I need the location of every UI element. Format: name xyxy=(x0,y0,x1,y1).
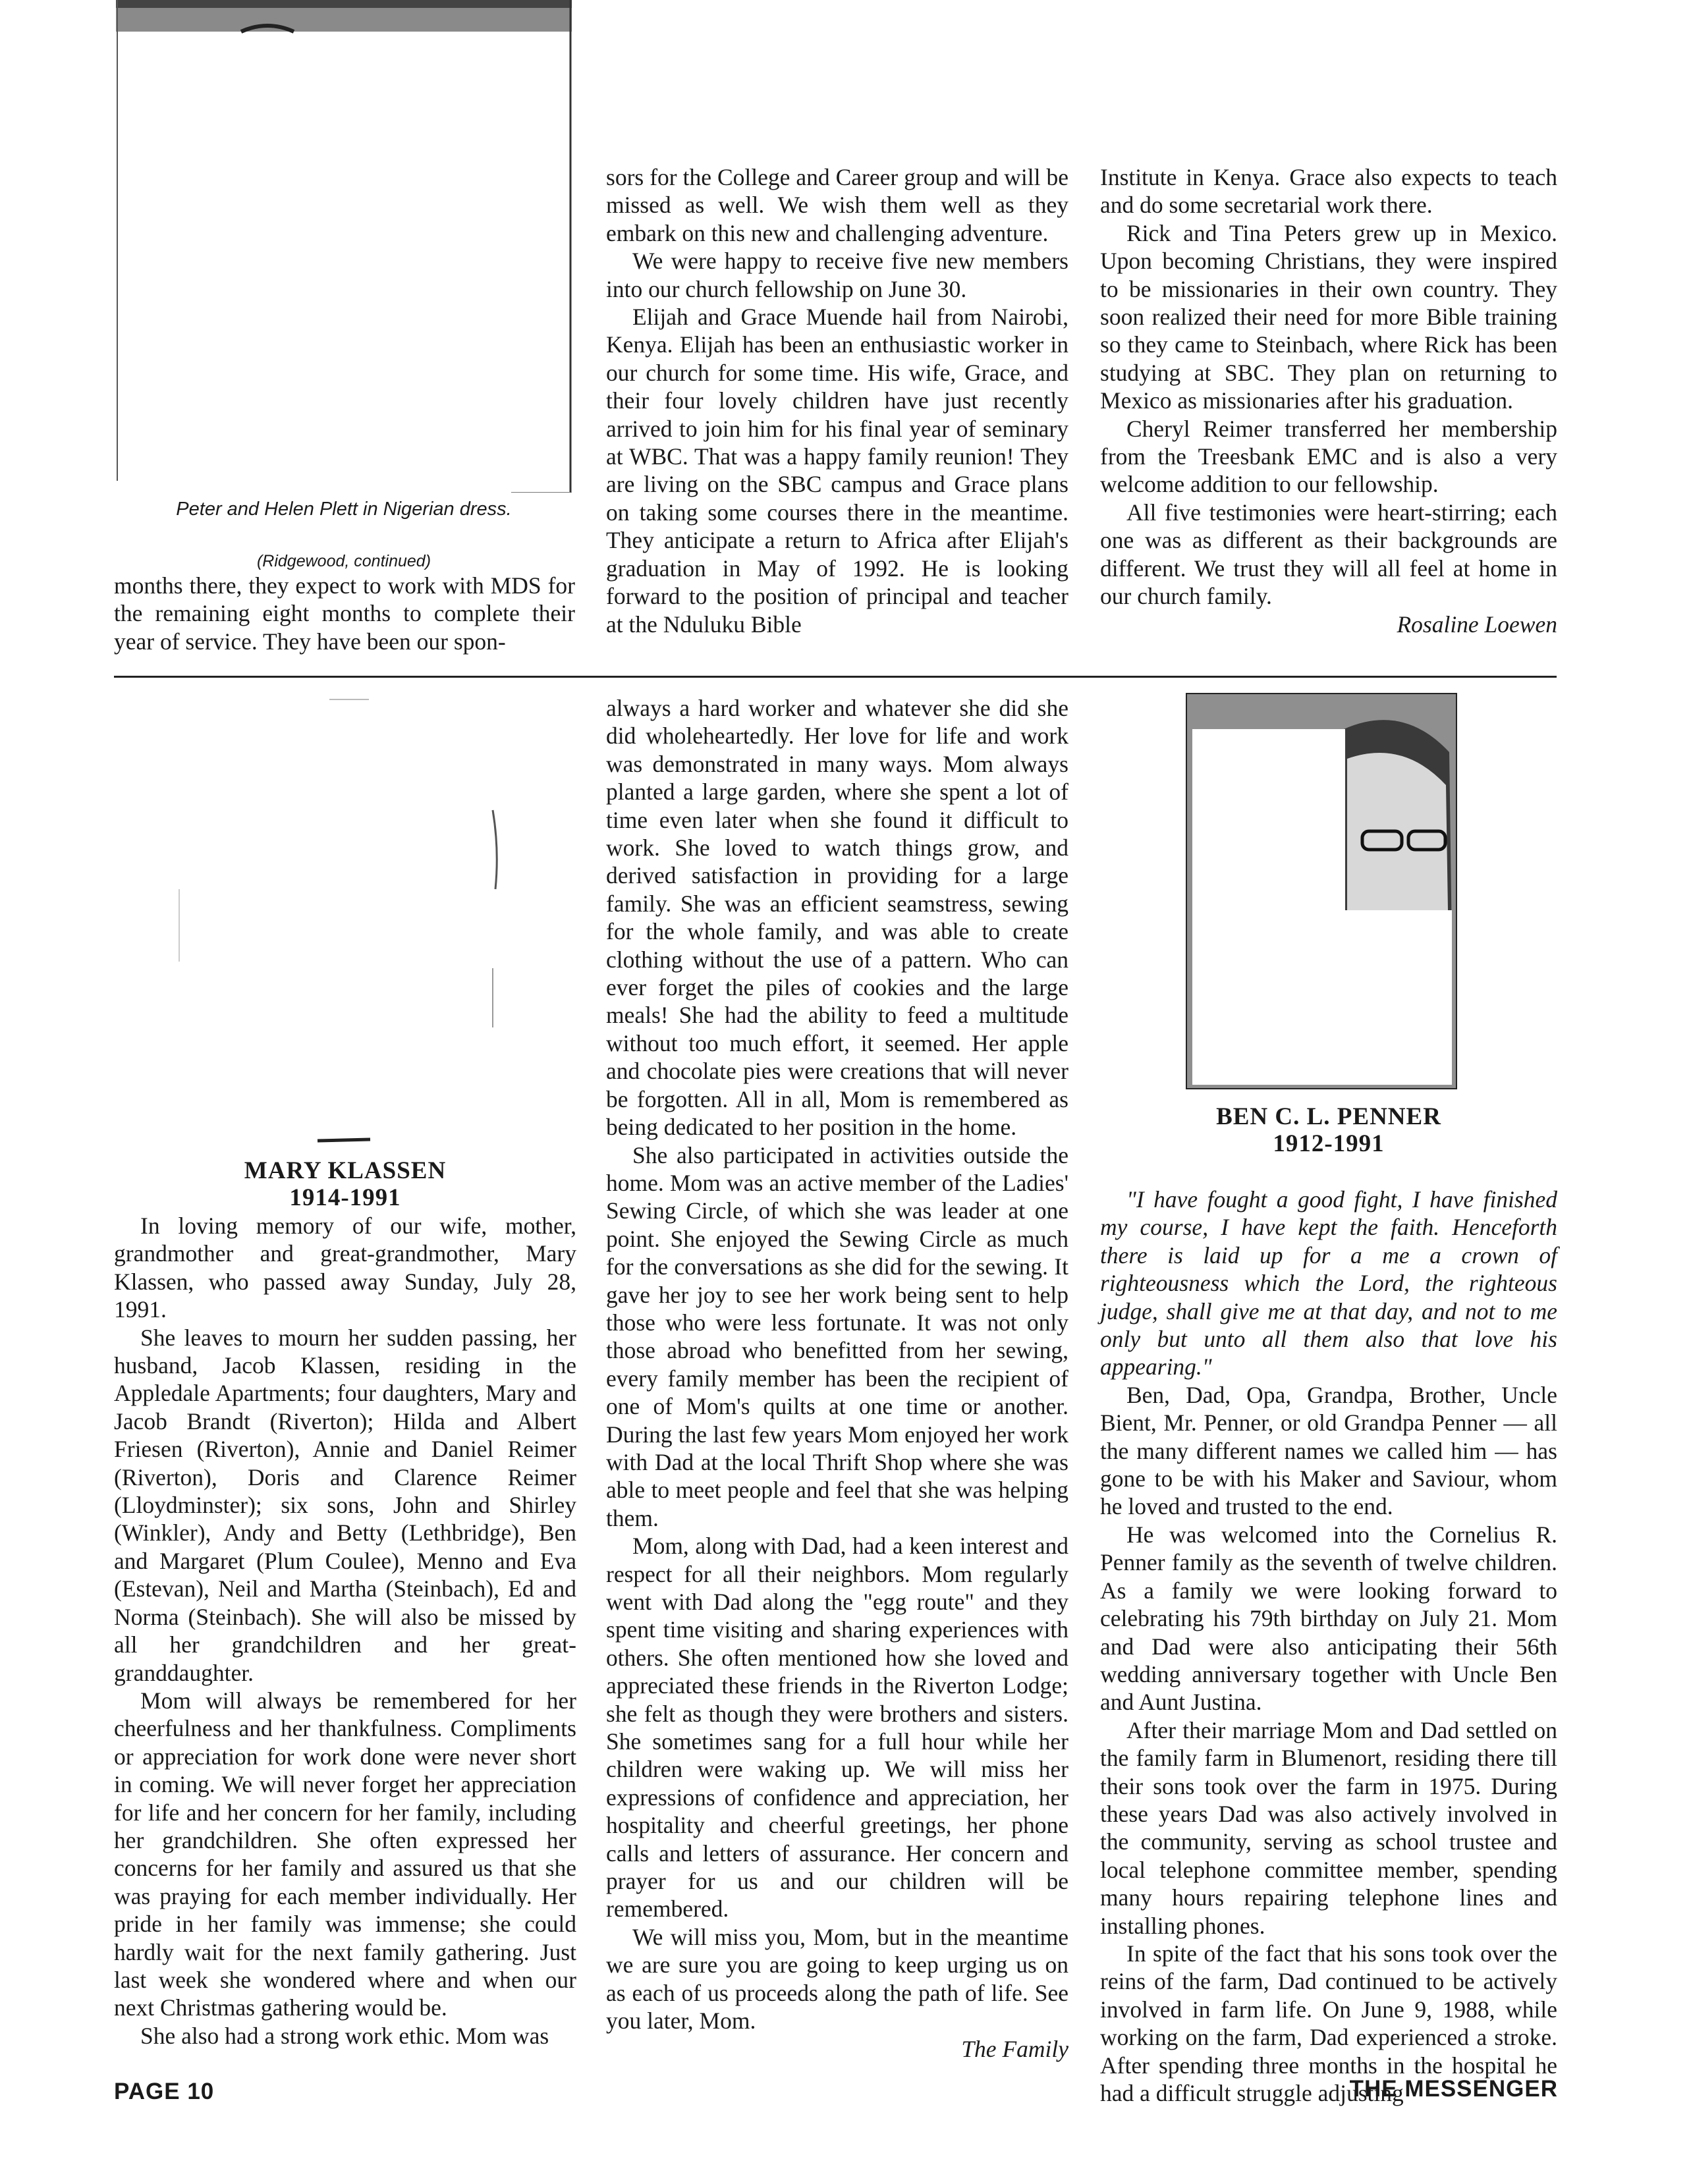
top-column-3 xyxy=(1100,163,1557,638)
penner-column xyxy=(1100,1186,1557,2107)
penner-name: BEN C. L. PENNER xyxy=(1216,1103,1441,1130)
scripture-quote: "I have fought a good fight, I have finished my course, I have kept the faith. Henceforth there is laid up for a me a crown of righteousness which the Lord, the righteous judge, shall give me at that day, and not to me only but unto all them also that love his appearing." xyxy=(1100,1186,1557,1380)
top-photo xyxy=(116,0,572,493)
paragraph: We were happy to receive five new members into our church fellowship on June 30. xyxy=(606,248,1068,302)
klassen-column-1 xyxy=(114,1212,576,2050)
klassen-column-2 xyxy=(606,694,1068,2063)
photo-portrait xyxy=(1186,693,1457,1089)
paragraph: months there, they expect to work with MDS for the remaining eight months to complete their year of service. They have been our spon- xyxy=(114,572,575,655)
signature: Rosaline Loewen xyxy=(1397,611,1557,638)
paragraph: Mom, along with Dad, had a keen interest and respect for all their neighbors. Mom regularly went with Dad along the "egg route" and they spent time visiting and sharing experiences with others. She often mentioned how she loved and appreciated these friends in the Riverton Lodge; she felt as though they were brothers and sisters. She sometimes sang for a full hour while her children were waking up. We will miss her expressions of confidence and appreciation, her hospitality and cheerful greetings, her phone calls and letters of assurance. Her concern and prayer for us and our children will be remembered. xyxy=(606,1533,1068,1923)
continued-label: (Ridgewood, continued) xyxy=(256,552,431,570)
photo-frame xyxy=(116,0,572,493)
top-column-2 xyxy=(606,163,1068,638)
paragraph: After their marriage Mom and Dad settled on the family farm in Blumenort, residing there till their sons took over the farm in 1975. During these years Dad was also actively involved in the community, serving as school trustee and local telephone committee member, spending many hours repairing telephone lines and installing phones. xyxy=(1100,1716,1557,1939)
paragraph: Ben, Dad, Opa, Grandpa, Brother, Uncle Bient, Mr. Penner, or old Grandpa Penner — all the many different names we called him — has gone to be with his Maker and Saviour, whom he loved and trusted to the end. xyxy=(1100,1381,1557,1520)
paragraph: He was welcomed into the Cornelius R. Penner family as the seventh of twelve children. As a family we were looking forward to celebrating his 79th birthday on July 21. Mom and Dad were also anticipating their 56th wedding anniversary together with Uncle Ben and Aunt Justina. xyxy=(1100,1521,1557,1716)
paragraph: always a hard worker and whatever she did she did wholeheartedly. Her love for life and work was demonstrated in many ways. Mom always planted a large garden, where she spent a lot of time even later when she found it difficult to work. She loved to watch things grow, and derived satisfaction in providing for a large family. She was an efficient seamstress, sewing for the whole family, and was able to create clothing without the use of a pattern. Who can ever forget the piles of cookies and the large meals! She had the ability to feed a multitude without too much effort, it seemed. Her apple and chocolate pies were creations that will never be forgotten. All in all, Mom is remembered as being dedicated to her position in the home. xyxy=(606,695,1068,1141)
paragraph: In spite of the fact that his sons took over the reins of the farm, Dad continued to be actively involved in farm life. On June 9, 1988, while working on the farm, Dad experienced a stroke. After spending three months in the hospital he had a difficult struggle adjusting xyxy=(1100,1940,1557,2106)
section-divider xyxy=(114,676,1557,678)
paragraph: sors for the College and Career group and will be missed as well. We wish them well as they embark on this new and challenging adventure. xyxy=(606,164,1068,246)
paragraph: In loving memory of our wife, mother, grandmother and great-grandmother, Mary Klassen, who passed away Sunday, July 28, 1991. xyxy=(114,1213,576,1323)
paragraph: Institute in Kenya. Grace also expects to teach and do some secretarial work there. xyxy=(1100,164,1557,219)
paragraph: All five testimonies were heart-stirring; each one was as different as their backgrounds are different. We trust they will all feel at home in our church family. xyxy=(1100,499,1557,610)
paragraph: She also participated in activities outside the home. Mom was an active member of the Ladies' Sewing Circle, of which she was leader at one point. She enjoyed the Sewing Circle as much for the conversations as she did for the sewing. It gave her joy to see her work being sent to help those who were less fortunate. It was not only those abroad who benefitted from her sewing, every family member has been the recipient of one of Mom's quilts at one time or another. During the last few years Mom enjoyed her work with Dad at the local Thrift Shop where she was able to meet people and feel that she was helping them. xyxy=(606,1141,1068,1531)
paragraph: Cheryl Reimer transferred her membership from the Treesbank EMC and is also a very welcome addition to our fellowship. xyxy=(1100,415,1557,498)
top-column-1 xyxy=(114,572,575,655)
klassen-photo xyxy=(132,692,580,1153)
signature: The Family xyxy=(961,2035,1068,2062)
penner-photo xyxy=(1186,693,1457,1089)
paragraph: Rick and Tina Peters grew up in Mexico. Upon becoming Christians, they were inspired to be missionaries in their own country. They soon realized their need for more Bible training so they came to Steinbach, where Rick has been studying at SBC. They plan on returning to Mexico as missionaries after his graduation. xyxy=(1100,219,1557,414)
paragraph: We will miss you, Mom, but in the meantime we are sure you are going to keep urging us on as each of us proceeds along the path of life. See you later, Mom. xyxy=(606,1923,1068,2034)
photo-caption: Peter and Helen Plett in Nigerian dress. xyxy=(176,499,512,520)
publication-name: THE MESSENGER xyxy=(1349,2076,1558,2102)
klassen-years: 1914-1991 xyxy=(289,1184,401,1211)
photo-faded xyxy=(132,692,580,1153)
klassen-name: MARY KLASSEN xyxy=(244,1157,447,1184)
paragraph: Elijah and Grace Muende hail from Nairobi, Kenya. Elijah has been an enthusiastic worker in our church for some time. His wife, Grace, and their four lovely children have just recently arrived to join him for his final year of seminary at WBC. That was a happy family reunion! They are living on the SBC campus and Grace plans on taking some courses there in the meantime. They anticipate a return to Africa after Elijah's graduation in May of 1992. He is looking forward to the position of principal and teacher at the Nduluku Bible xyxy=(606,304,1068,638)
paragraph: She also had a strong work ethic. Mom was xyxy=(140,2022,549,2049)
penner-years: 1912-1991 xyxy=(1273,1130,1385,1157)
page-number: PAGE 10 xyxy=(114,2079,215,2104)
paragraph: She leaves to mourn her sudden passing, her husband, Jacob Klassen, residing in the Appledale Apartments; four daughters, Mary and Jacob Brandt (Riverton); Hilda and Albert Friesen (Riverton), Annie and Daniel Reimer (Riverton), Doris and Clarence Reimer (Lloydminster); six sons, John and Shirley (Winkler), Andy and Betty (Lethbridge), Ben and Margaret (Plum Coulee), Menno and Eva (Estevan), Neil and Martha (Steinbach), Ed and Norma (Steinbach). She will also be missed by all her grandchildren and her great-granddaughter. xyxy=(114,1324,576,1686)
paragraph: Mom will always be remembered for her cheerfulness and her thankfulness. Compliments or appreciation for work done were never short in coming. We will never forget her appreciation for life and her concern for her family, including her grandchildren. She often expressed her concerns for her family and assured us that she was praying for each member individually. Her pride in her family was immense; she could hardly wait for the next family gathering. Just last week she wondered where and when our next Christmas gathering would be. xyxy=(114,1687,576,2021)
